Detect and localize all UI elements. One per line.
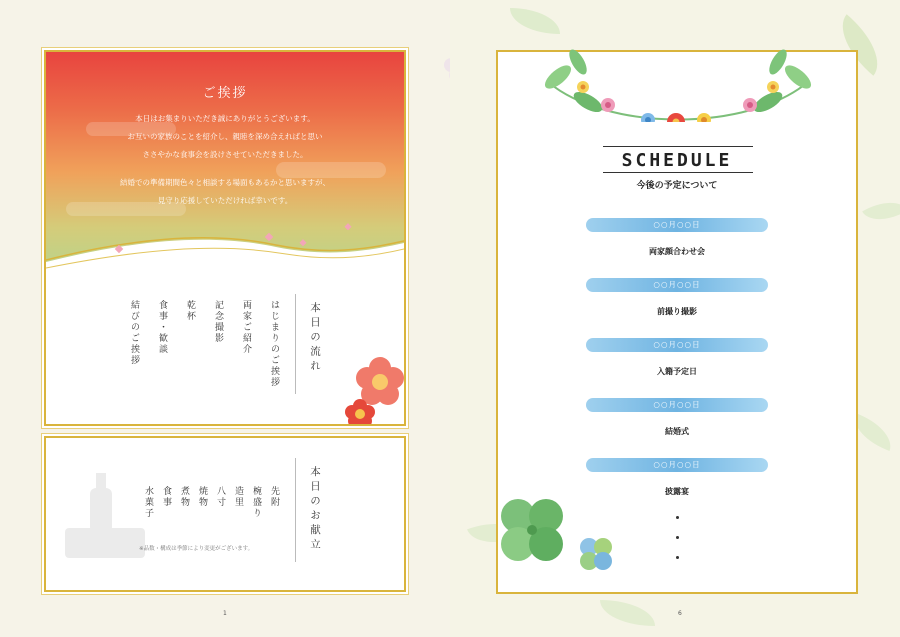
event-label: 入籍予定日 xyxy=(657,367,697,376)
greeting-gradient-banner xyxy=(46,52,404,272)
sake-bottle-icon xyxy=(60,468,150,568)
floral-garland-icon xyxy=(528,32,828,122)
event-label: 両家顔合わせ会 xyxy=(649,247,705,256)
title-rule-bottom xyxy=(603,172,753,173)
plum-blossom-icon xyxy=(340,352,406,426)
menu-item: 水菓子 xyxy=(143,486,153,519)
menu-item: 椀盛り xyxy=(251,486,261,519)
event-date-pill: ○○月○○日 xyxy=(586,218,768,232)
page-number-left: 1 xyxy=(223,610,227,617)
greeting-line: 結婚での準備期間色々と相談する場面もあるかと思いますが、 xyxy=(120,178,330,187)
event-label: 結婚式 xyxy=(665,427,689,436)
program-item: 結びのご挨拶 xyxy=(129,300,139,366)
schedule-subtitle: 今後の予定について xyxy=(636,181,718,191)
greeting-title: ご挨拶 xyxy=(202,86,248,101)
menu-divider xyxy=(295,458,296,562)
menu-item: 煮物 xyxy=(179,486,189,508)
leaf-decoration-icon xyxy=(862,191,900,230)
menu-item: 食事 xyxy=(161,486,171,508)
golden-wave-icon xyxy=(46,222,406,282)
event-label: 披露宴 xyxy=(665,487,689,496)
title-rule-top xyxy=(603,146,753,147)
event-date-pill: ○○月○○日 xyxy=(586,338,768,352)
menu-card xyxy=(44,436,406,592)
program-item: 両家ご紹介 xyxy=(241,300,251,355)
program-item: 食事・歓談 xyxy=(157,300,167,355)
page-number-right: 6 xyxy=(678,610,682,617)
event-date-pill: ○○月○○日 xyxy=(586,398,768,412)
event-date-pill: ○○月○○日 xyxy=(586,278,768,292)
schedule-title: SCHEDULE xyxy=(621,150,733,171)
greeting-message xyxy=(46,110,404,210)
greeting-line: 本日はお集まりいただき誠にありがとうございます。 xyxy=(135,114,315,123)
continuation-dot xyxy=(676,536,679,539)
greeting-line: 見守り応援していただければ幸いです。 xyxy=(157,196,293,205)
schedule-card xyxy=(496,50,858,594)
event-date-pill: ○○月○○日 xyxy=(586,458,768,472)
leaf-decoration-icon xyxy=(600,600,655,626)
menu-item: 先附 xyxy=(269,486,279,508)
program-item: 記念撮影 xyxy=(213,300,223,344)
program-item: 乾杯 xyxy=(185,300,195,322)
program-divider xyxy=(295,294,296,394)
greeting-line: お互いの家族のことを紹介し、親睦を深め合えればと思い xyxy=(127,132,323,141)
program-item: はじまりのご挨拶 xyxy=(269,300,279,388)
menu-note: ※品数・構成は季節により変更がございます。 xyxy=(139,546,254,552)
program-title: 本日の流れ xyxy=(309,302,321,375)
menu-item: 焼物 xyxy=(197,486,207,508)
menu-title: 本日のお献立 xyxy=(309,466,321,553)
menu-item: 造里 xyxy=(233,486,243,508)
leaf-decoration-icon xyxy=(510,8,560,34)
greeting-card xyxy=(44,50,406,426)
continuation-dot xyxy=(676,516,679,519)
menu-item: 八寸 xyxy=(215,486,225,508)
continuation-dot xyxy=(676,556,679,559)
event-label: 前撮り撮影 xyxy=(657,307,697,316)
greeting-line: ささやかな食事会を設けさせていただきました。 xyxy=(142,150,308,159)
clover-icon xyxy=(474,480,624,590)
